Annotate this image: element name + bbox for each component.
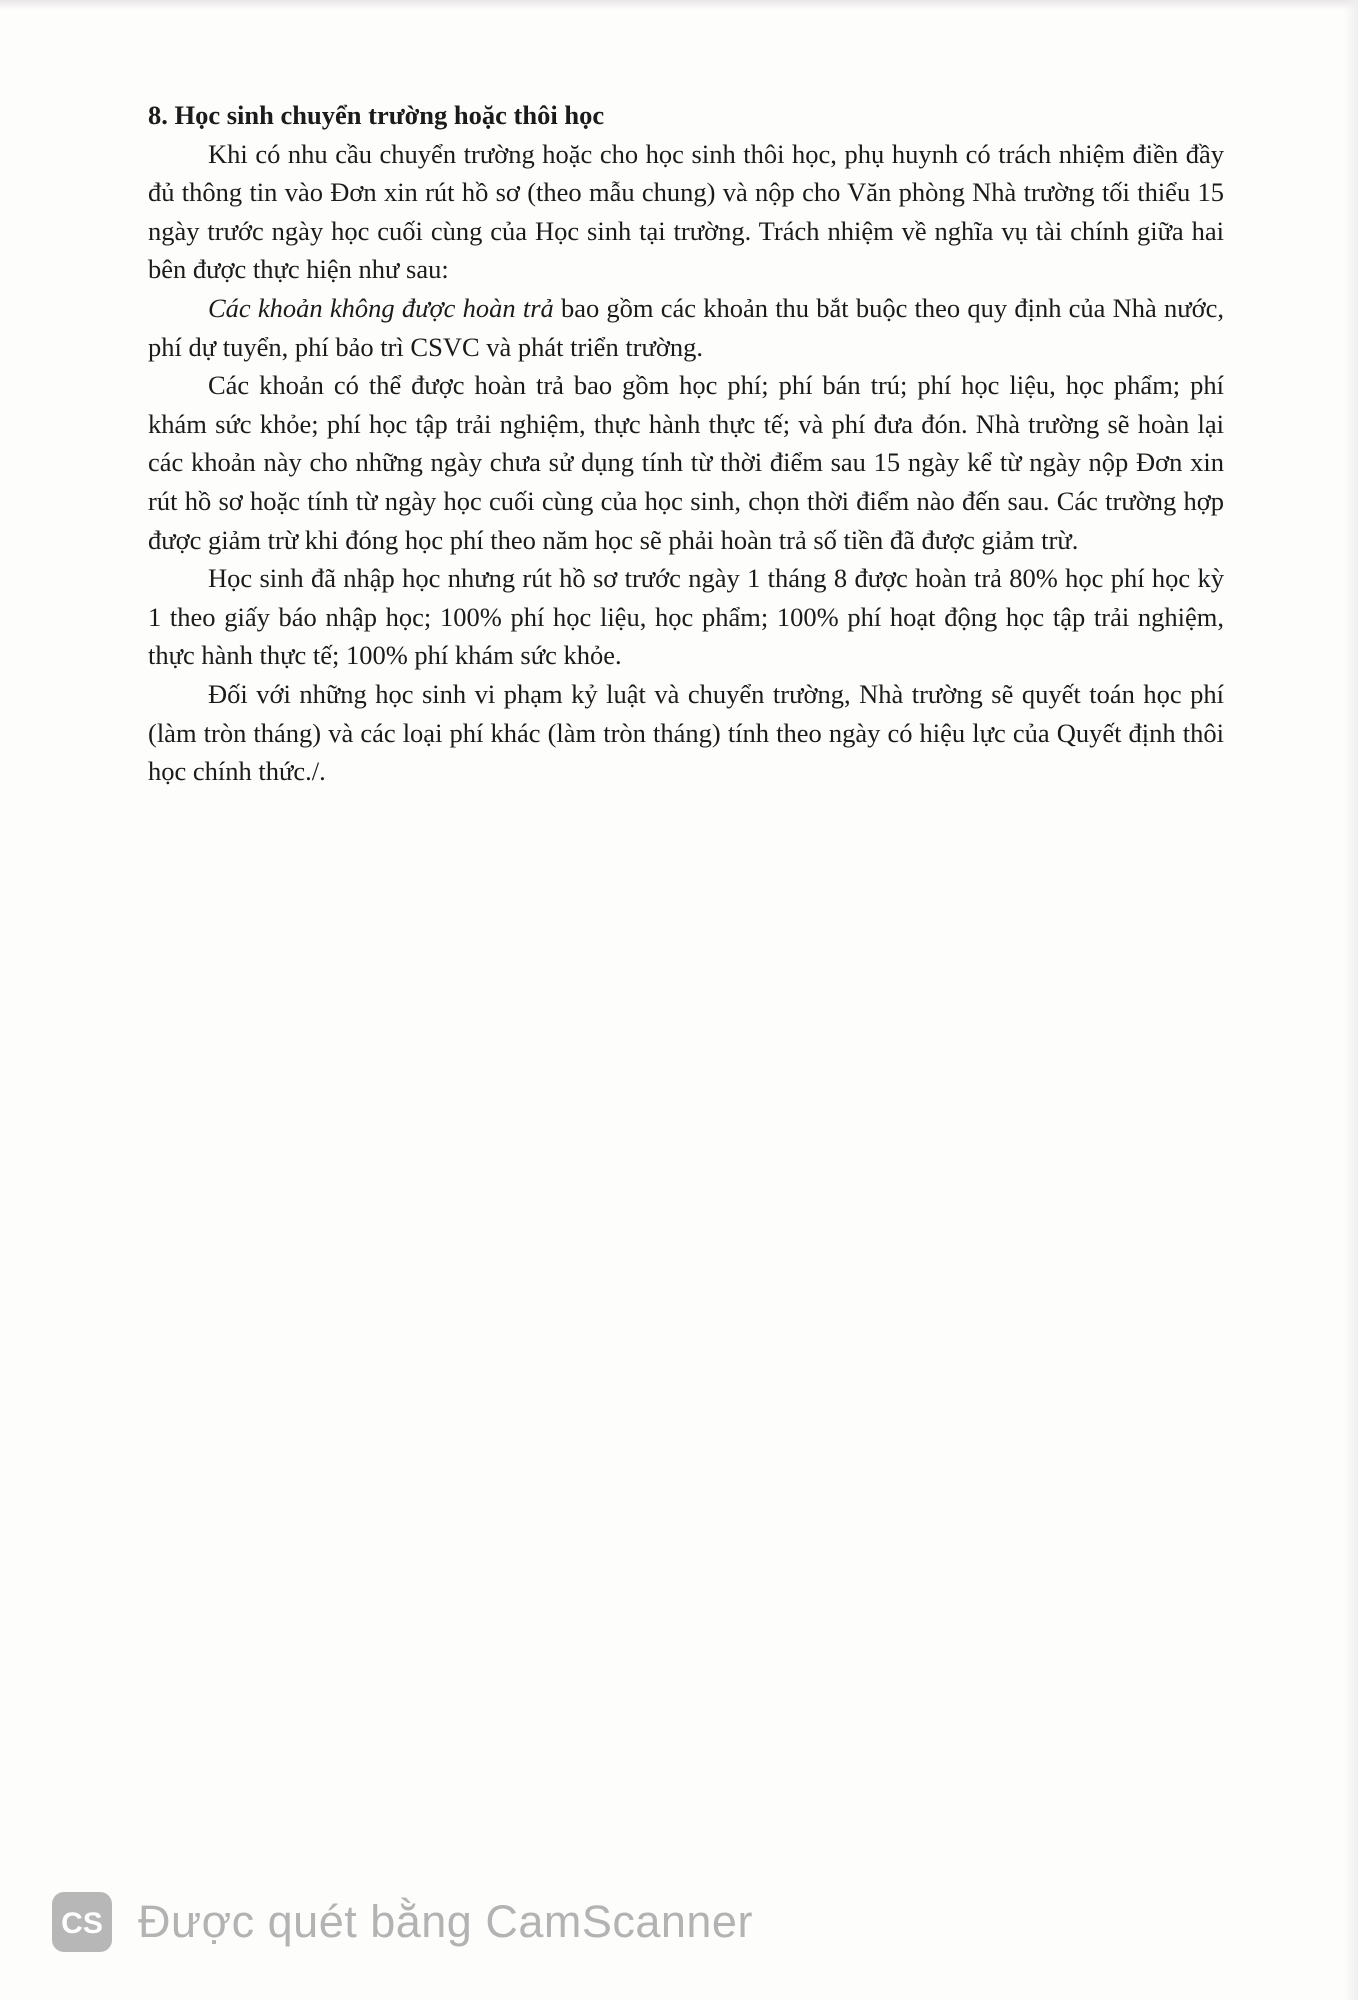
camscanner-watermark-text: Được quét bằng CamScanner [138, 1896, 753, 1947]
paragraph-discipline: Đối với những học sinh vi phạm kỷ luật và chuyển trường, Nhà trường sẽ quyết toán học phí (làm tròn tháng) và các loại phí khác (làm tròn tháng) tính theo ngày có hiệu lực của Quyết định thôi học chính thức./. [148, 678, 1224, 787]
camscanner-watermark [52, 1892, 753, 1952]
paragraph-non-refundable [148, 289, 1224, 366]
paragraph-refundable: Các khoản có thể được hoàn trả bao gồm học phí; phí bán trú; phí học liệu, học phẩm; phí khám sức khỏe; phí học tập trải nghiệm, thực hành thực tế; và phí đưa đón. Nhà trường sẽ hoàn lại các khoản này cho những ngày chưa sử dụng tính từ thời điểm sau 15 ngày kể từ ngày nộp Đơn xin rút hồ sơ hoặc tính từ ngày học cuối cùng của học sinh, chọn thời điểm nào đến sau. Các trường hợp được giảm trừ khi đóng học phí theo năm học sẽ phải hoàn trả số tiền đã được giảm trừ. [148, 370, 1224, 555]
non-refundable-term: Các khoản không được hoàn trả [208, 292, 554, 323]
camscanner-logo-text: CS [61, 1907, 103, 1940]
document-body [148, 96, 1224, 791]
paragraph-transfer-procedure: Khi có nhu cầu chuyển trường hoặc cho học sinh thôi học, phụ huynh có trách nhiệm điền đầy đủ thông tin vào Đơn xin rút hồ sơ (theo mẫu chung) và nộp cho Văn phòng Nhà trường tối thiểu 15 ngày trước ngày học cuối cùng của Học sinh tại trường. Trách nhiệm về nghĩa vụ tài chính giữa hai bên được thực hiện như sau: [148, 138, 1224, 285]
section-heading: 8. Học sinh chuyển trường hoặc thôi học [148, 100, 605, 130]
non-refundable-description: bao gồm các khoản thu bắt buộc theo quy định của Nhà nước, phí dự tuyển, phí bảo trì CSVC và phát triển trường. [148, 292, 1224, 362]
page-right-shadow [1344, 0, 1358, 2000]
paragraph-before-august: Học sinh đã nhập học nhưng rút hồ sơ trước ngày 1 tháng 8 được hoàn trả 80% học phí học kỳ 1 theo giấy báo nhập học; 100% phí học liệu, học phẩm; 100% phí hoạt động học tập trải nghiệm, thực hành thực tế; 100% phí khám sức khỏe. [148, 563, 1224, 671]
camscanner-logo-icon [52, 1892, 112, 1952]
page-top-edge [0, 0, 1358, 10]
camscanner-logo-glyph [58, 1902, 106, 1942]
